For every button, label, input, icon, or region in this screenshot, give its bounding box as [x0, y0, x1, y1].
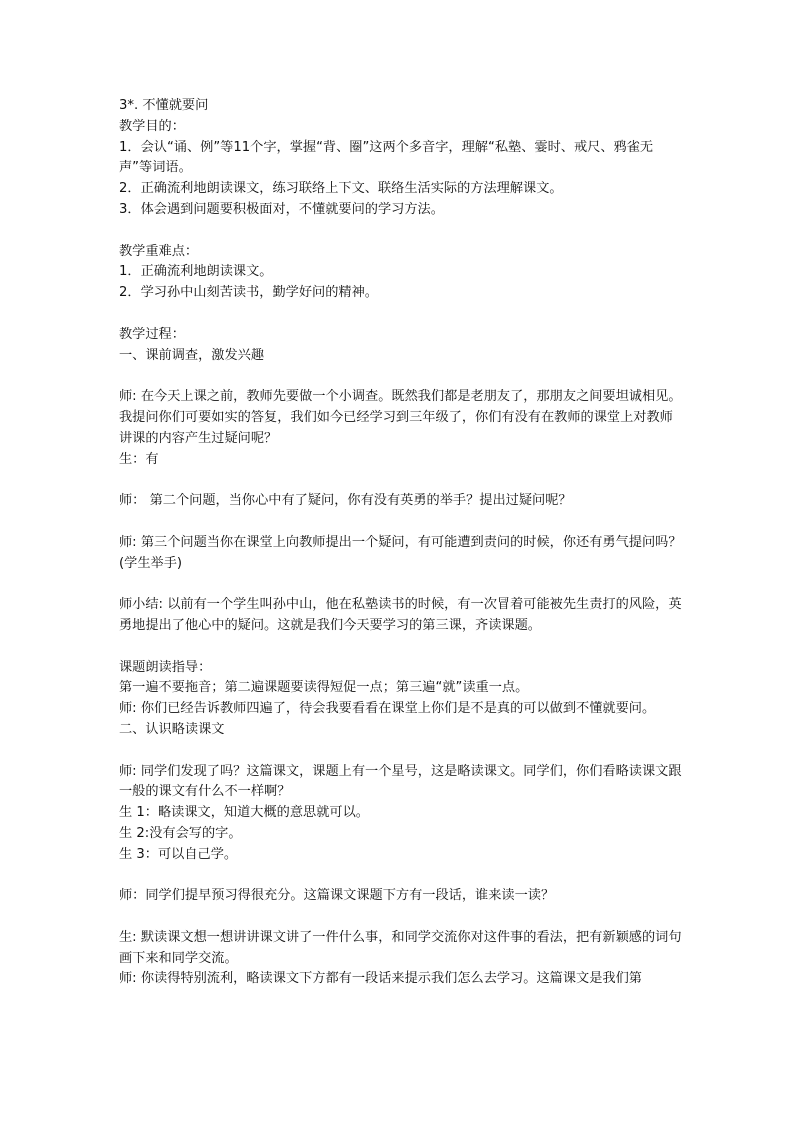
objective-item-1: 1．会认“诵、例”等11个字，掌握“背、圈”这两个多音字，理解“私塾、霎时、戒尺、鸦雀无声”等词语。 — [119, 139, 654, 176]
document-title: 3*. 不懂就要问 — [119, 98, 209, 113]
spacer — [119, 221, 685, 242]
spacer — [119, 637, 685, 658]
objective-item-2: 2．正确流利地朗读课文，练习联络上下文、联络生活实际的方法理解课文。 — [119, 181, 563, 197]
keypoint-item-1: 1．正确流利地朗读课文。 — [119, 264, 273, 280]
student-reading: 生: 默读课文想一想讲讲课文讲了一件什么事，和同学交流你对这件事的看法，把有新颖感的词句画下来和同学交流。 — [119, 929, 682, 966]
teacher-summary: 师小结: 以前有一个学生叫孙中山，他在私塾读书的时候，有一次冒着可能被先生责打的风险，英勇地提出了他心中的疑问。这就是我们今天要学习的第三课，齐读课题。 — [119, 597, 682, 633]
process-heading: 教学过程： — [119, 326, 185, 342]
teacher-paragraph-8: 师: 你读得特别流利，略读课文下方都有一段话来提示我们怎么去学习。这篇课文是我们第 — [119, 971, 642, 987]
teacher-paragraph-6: 师：同学们提早预习得很充分。这篇课文课题下方有一段话，谁来读一读？ — [119, 888, 555, 904]
spacer — [119, 907, 685, 928]
reading-guide-1: 第一遍不要拖音；第二遍课题要读得短促一点；第三遍“就”读重一点。 — [119, 680, 529, 696]
document-page — [119, 96, 685, 990]
teacher-paragraph-5: 师: 同学们发现了吗？这篇课文，课题上有一个星号，这是略读课文。同学们，你们看略读课文跟一般的课文有什么不一样啊？ — [119, 763, 682, 800]
keypoint-item-2: 2．学习孙中山刻苦读书，勤学好问的精神。 — [119, 285, 378, 301]
teacher-paragraph-2: 师： 第二个问题，当你心中有了疑问，你有没有英勇的举手？提出过疑问呢？ — [119, 493, 572, 509]
teacher-paragraph-3: 师: 第三个问题当你在课堂上向教师提出一个疑问，有可能遭到责问的时候，你还有勇气提问吗？ — [119, 534, 682, 550]
spacer — [119, 304, 685, 325]
teacher-paragraph-1: 师: 在今天上课之前，教师先要做一个小调查。既然我们都是老朋友了，那朋友之间要坦诚相见。我提问你们可要如实的答复，我们如今已经学习到三年级了，你们有没有在教师的课堂上对教师讲课的内容产生过疑问呢？ — [119, 389, 682, 446]
objectives-heading: 教学目的： — [119, 118, 185, 134]
keypoints-heading: 教学重难点： — [119, 243, 199, 259]
section-heading-1: 一、课前调查，激发兴趣 — [119, 347, 265, 363]
student-answer-3: 生 3：可以自己学。 — [119, 846, 238, 862]
spacer — [119, 865, 685, 886]
objective-item-3: 3．体会遇到问题要积极面对，不懂就要问的学习方法。 — [119, 201, 444, 217]
student-note: (学生举手) — [119, 555, 183, 571]
student-reply-1: 生：有 — [119, 451, 159, 467]
spacer — [119, 741, 685, 762]
section-heading-2: 二、认识略读课文 — [119, 721, 225, 737]
spacer — [119, 366, 685, 387]
spacer — [119, 512, 685, 533]
spacer — [119, 574, 685, 595]
student-answer-2: 生 2:没有会写的字。 — [119, 825, 242, 841]
spacer — [119, 470, 685, 491]
reading-guide-heading: 课题朗读指导： — [119, 659, 212, 675]
student-answer-1: 生 1：略读课文，知道大概的意思就可以。 — [119, 805, 369, 821]
reading-guide-2: 师: 你们已经告诉教师四遍了，待会我要看看在课堂上你们是不是真的可以做到不懂就要问。 — [119, 701, 656, 717]
